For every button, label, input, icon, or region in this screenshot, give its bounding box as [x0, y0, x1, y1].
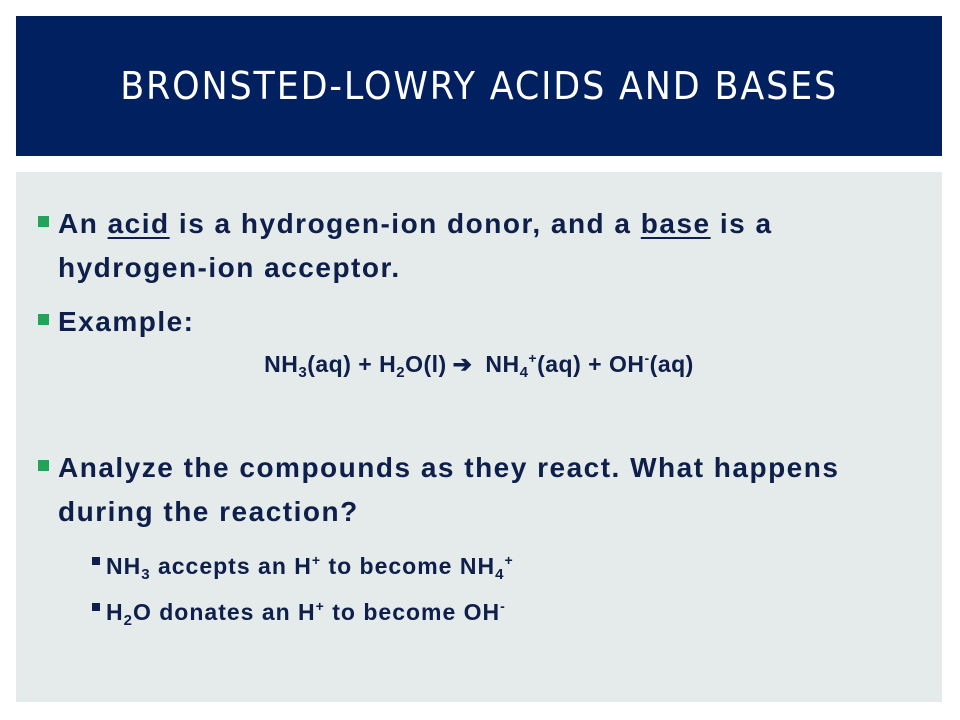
eq-subscript: 4 — [519, 364, 529, 381]
title-bar — [16, 16, 942, 156]
eq-text: NH — [478, 351, 520, 377]
sub-bullet-h2o — [106, 591, 506, 636]
text-segment: is a hydrogen-ion acceptor. — [58, 208, 773, 283]
example-label: Example: — [58, 306, 195, 337]
sub-superscript: - — [500, 598, 506, 614]
sub-bullet-square-icon — [92, 557, 100, 565]
bullet-example — [58, 300, 878, 344]
text-segment: is a hydrogen-ion donor, and a — [169, 208, 641, 239]
sub-bullet-nh3 — [106, 545, 514, 590]
eq-superscript: - — [644, 350, 650, 366]
sub-superscript: + — [315, 598, 325, 614]
sub-subscript: 4 — [495, 566, 505, 583]
eq-text: NH — [264, 351, 299, 377]
eq-text: (aq) + H — [307, 351, 397, 377]
sub-superscript: + — [311, 552, 322, 568]
bullet-square-icon — [38, 460, 49, 471]
analyze-text: Analyze the compounds as they react. What happens during the reaction? — [58, 452, 840, 527]
eq-superscript: + — [528, 350, 538, 366]
bullet-analyze — [58, 446, 878, 534]
bullet-square-icon — [38, 314, 49, 325]
bullet-acid-base-definition — [58, 202, 878, 290]
slide-title: BRONSTED-LOWRY ACIDS AND BASES — [120, 64, 838, 108]
sub-text: NH — [106, 553, 142, 579]
sub-text: to become OH — [324, 599, 501, 625]
sub-text: H — [106, 599, 124, 625]
eq-subscript: 3 — [298, 364, 308, 381]
content-panel — [16, 172, 942, 702]
eq-text: (aq) — [649, 351, 694, 377]
reaction-equation — [16, 350, 942, 381]
arrow-right-icon: ➔ — [452, 351, 473, 377]
sub-text: to become NH — [321, 553, 496, 579]
term-acid: acid — [107, 208, 170, 239]
sub-text: O donates an H — [132, 599, 316, 625]
sub-subscript: 3 — [141, 566, 151, 583]
sub-subscript: 2 — [123, 612, 133, 629]
sub-superscript: + — [504, 552, 514, 568]
eq-text: O(l) — [405, 351, 447, 377]
sub-bullet-square-icon — [92, 603, 100, 611]
text-segment: An — [58, 208, 108, 239]
eq-subscript: 2 — [396, 364, 406, 381]
eq-text: (aq) + OH — [537, 351, 645, 377]
sub-text: accepts an H — [150, 553, 312, 579]
bullet-square-icon — [38, 216, 49, 227]
term-base: base — [640, 208, 711, 239]
